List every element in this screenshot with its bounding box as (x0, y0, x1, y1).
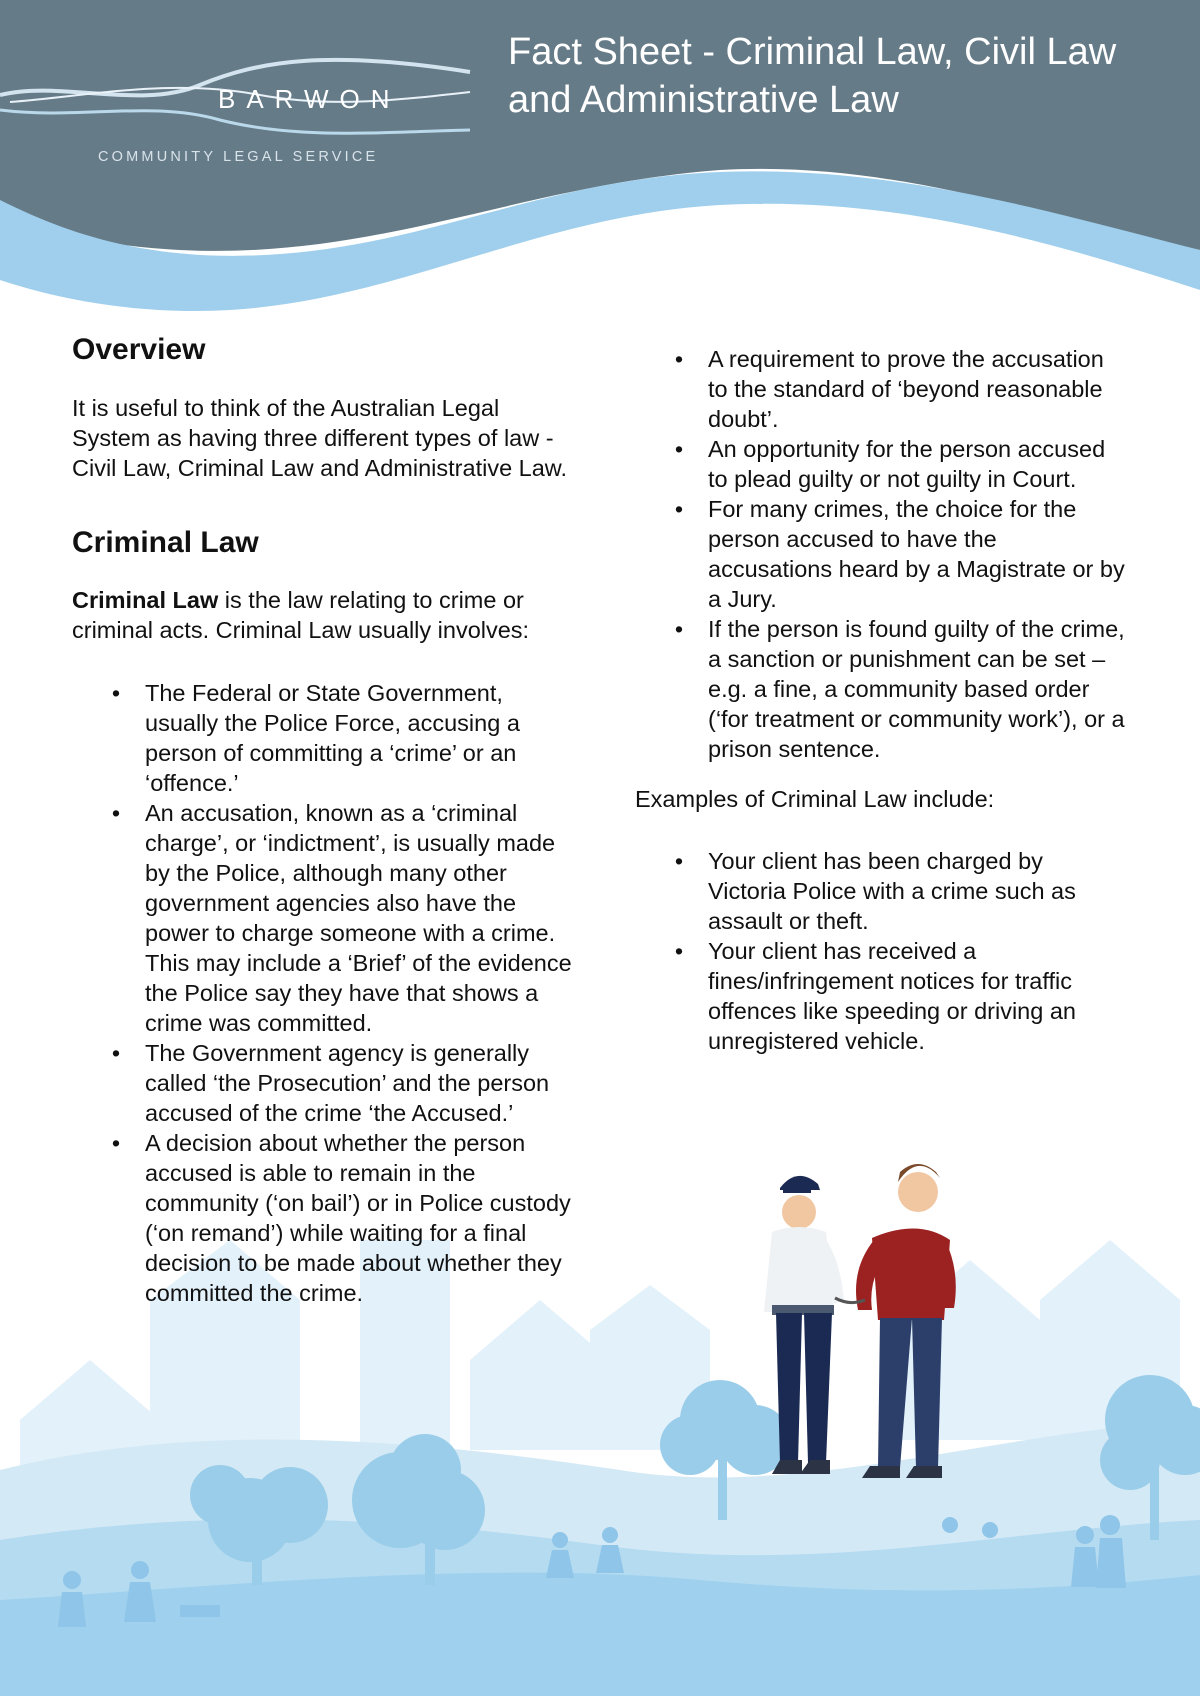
criminal-law-bullets-right (636, 344, 1126, 764)
bullet-icon: • (111, 1130, 121, 1156)
criminal-law-bullets-left (72, 678, 572, 1308)
bullet-icon: • (111, 680, 121, 706)
logo-subtitle: COMMUNITY LEGAL SERVICE (98, 149, 379, 165)
list-item (636, 936, 1126, 1056)
bullet-icon: • (111, 1040, 121, 1066)
list-item-text: An opportunity for the person accused to plead guilty or not guilty in Court. (708, 436, 1106, 492)
list-item-text: For many crimes, the choice for the person accused to have the accusations heard by a Magistrate or by a Jury. (708, 496, 1125, 612)
criminal-law-intro-rest: is the law relating to crime or criminal acts. Criminal Law usually involves: (72, 587, 530, 643)
list-item (72, 1128, 572, 1308)
title-line-1: Fact Sheet - Criminal Law, Civil Law (508, 31, 1117, 73)
criminal-law-intro-bold: Criminal Law (72, 587, 219, 613)
left-column (72, 332, 572, 1308)
bullet-icon: • (674, 938, 684, 964)
list-item-text: The Government agency is generally called ‘the Prosecution’ and the person accused of the crime ‘the Accused.’ (145, 1040, 550, 1126)
list-item-text: A decision about whether the person accused is able to remain in the community (‘on bail’) or in Police custody (‘on remand’) while waiting for a final decision to be made about whether they committed the crime. (145, 1130, 571, 1306)
logo-wordmark: BARWON (218, 84, 401, 114)
bullet-icon: • (674, 436, 684, 462)
bullet-icon: • (674, 346, 684, 372)
bullet-icon: • (674, 848, 684, 874)
examples-list (636, 846, 1126, 1056)
criminal-law-intro (72, 585, 572, 645)
arrested-man-illustration (835, 1164, 956, 1478)
bullet-icon: • (674, 616, 684, 642)
list-item (636, 494, 1126, 614)
title-line-2: and Administrative Law (508, 79, 899, 121)
list-item-text: An accusation, known as a ‘criminal charge’, or ‘indictment’, is usually made by the Police, although many other government agencies also have the power to charge someone with a crime. This may include a ‘Brief’ of the evidence the Police say they have that shows a crime was committed. (145, 800, 572, 1036)
page-title (508, 28, 1188, 124)
list-item (72, 1038, 572, 1128)
list-item-text: The Federal or State Government, usually the Police Force, accusing a person of committing a ‘crime’ or an ‘offence.’ (145, 680, 520, 796)
list-item-text: A requirement to prove the accusation to the standard of ‘beyond reasonable doubt’. (708, 346, 1104, 432)
list-item (72, 678, 572, 798)
list-item-text: Your client has been charged by Victoria Police with a crime such as assault or theft. (708, 848, 1076, 934)
hill-front (0, 1573, 1200, 1696)
criminal-law-heading: Criminal Law (72, 526, 259, 559)
overview-heading: Overview (72, 333, 206, 366)
examples-heading: Examples of Criminal Law include: (635, 786, 995, 812)
bullet-icon: • (111, 800, 121, 826)
list-item (636, 434, 1126, 494)
bullet-icon: • (674, 496, 684, 522)
list-item-text: If the person is found guilty of the crime, a sanction or punishment can be set – e.g. a fine, a community based order (‘for treatment or community work’), or a prison sentence. (708, 616, 1125, 762)
overview-text: It is useful to think of the Australian Legal System as having three different types of law - Civil Law, Criminal Law and Administrative Law. (72, 395, 568, 481)
right-column (636, 344, 1126, 1056)
list-item (636, 614, 1126, 764)
list-item-text: Your client has received a fines/infringement notices for traffic offences like speeding or driving an unregistered vehicle. (708, 938, 1076, 1054)
list-item (636, 344, 1126, 434)
list-item (72, 798, 572, 1038)
list-item (636, 846, 1126, 936)
